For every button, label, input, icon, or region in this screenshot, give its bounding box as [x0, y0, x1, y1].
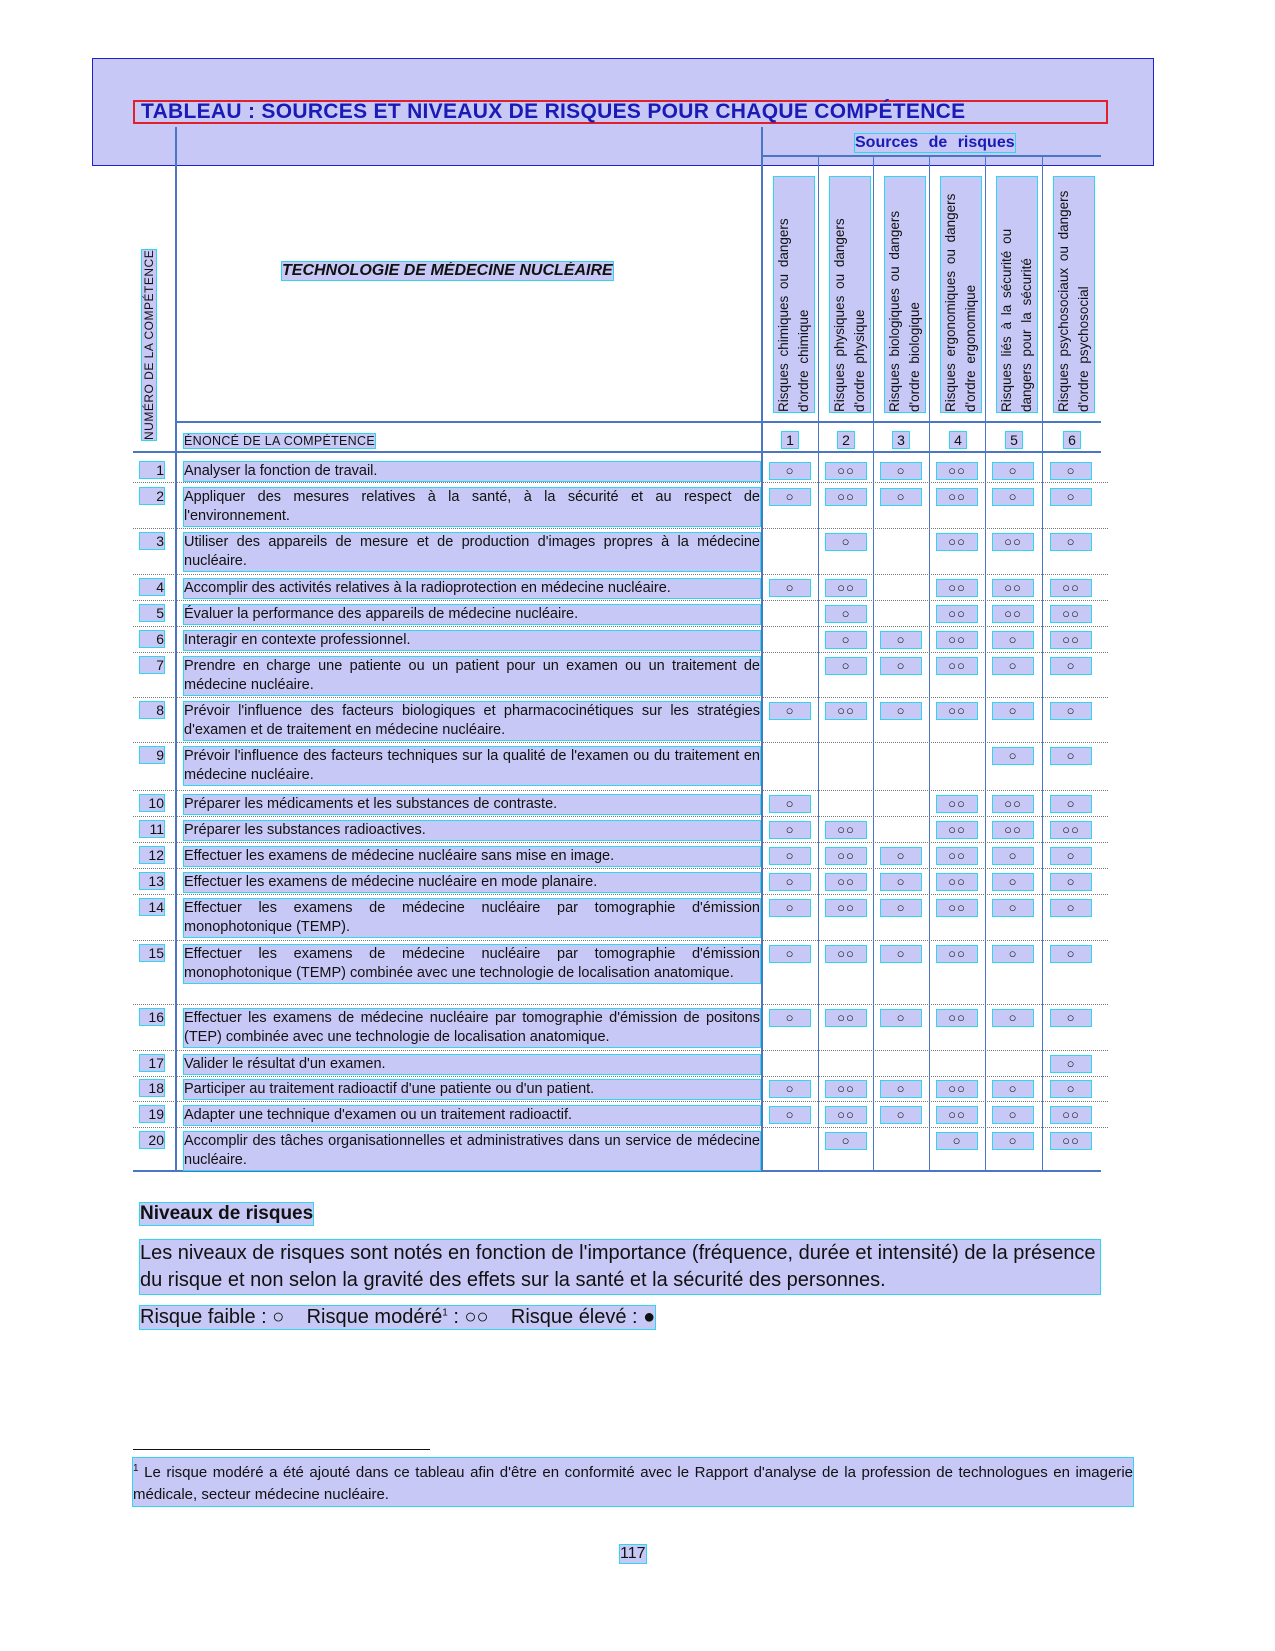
risk-level-cell: ○ — [881, 848, 921, 864]
risk-level-cell: ○○ — [826, 489, 866, 505]
risk-level-cell: ○○ — [937, 489, 977, 505]
risk-level-cell: ○○ — [1051, 580, 1091, 596]
risk-level-cell: ○ — [1051, 946, 1091, 962]
row-number: 12 — [140, 847, 164, 863]
risk-level-cell: ○ — [1051, 900, 1091, 916]
competency-statement: Appliquer des mesures relatives à la santé, à la sécurité et au respect de l'environnement. — [184, 489, 760, 524]
risk-level-cell: ○○ — [937, 658, 977, 674]
row-number: 4 — [140, 579, 164, 595]
risk-level-cell: ○○ — [937, 703, 977, 719]
risk-level-cell: ○ — [881, 900, 921, 916]
row-number: 19 — [140, 1106, 164, 1122]
column-header-chemical: Risques chimiques ou dangers d'ordre chimique — [774, 177, 814, 412]
risk-level-cell: ○○ — [1051, 1107, 1091, 1123]
row-number: 2 — [140, 488, 164, 504]
col-divider-1 — [818, 155, 819, 1170]
risk-level-cell: ○○ — [937, 900, 977, 916]
column-number-rule — [175, 421, 1101, 423]
risk-level-cell: ○ — [826, 632, 866, 648]
risk-level-cell: ○ — [881, 1010, 921, 1026]
risk-level-cell: ○○ — [826, 463, 866, 479]
risk-level-cell: ○○ — [826, 946, 866, 962]
risk-level-cell: ○ — [881, 489, 921, 505]
column-number: 3 — [893, 432, 909, 448]
risk-level-cell: ○○ — [937, 463, 977, 479]
risk-level-cell: ○ — [993, 946, 1033, 962]
sources-header-rule — [761, 155, 1101, 157]
risk-level-cell: ○ — [881, 874, 921, 890]
row-number: 15 — [140, 945, 164, 961]
column-header-psychosocial: Risques psychosociaux ou dangers d'ordre psychosocial — [1054, 177, 1094, 412]
competency-statement: Analyser la fonction de travail. — [184, 462, 760, 481]
risk-level-cell: ○ — [937, 1133, 977, 1149]
statement-label: ÉNONCÉ DE LA COMPÉTENCE — [184, 434, 375, 448]
competency-statement: Adapter une technique d'examen ou un traitement radioactif. — [184, 1106, 760, 1125]
row-number: 8 — [140, 702, 164, 718]
risk-level-cell: ○ — [993, 1081, 1033, 1097]
risk-level-cell: ○ — [993, 874, 1033, 890]
row-number: 13 — [140, 873, 164, 889]
row-separator — [133, 842, 1108, 843]
row-number: 5 — [140, 605, 164, 621]
column-header-physical: Risques physiques ou dangers d'ordre physique — [830, 177, 870, 412]
row-separator — [133, 1004, 1108, 1005]
risk-level-cell: ○ — [826, 534, 866, 550]
risk-level-cell: ○ — [770, 580, 810, 596]
risk-level-cell: ○ — [770, 848, 810, 864]
risk-level-cell: ○ — [993, 463, 1033, 479]
risk-level-cell: ○○ — [937, 874, 977, 890]
risk-level-cell: ○○ — [937, 534, 977, 550]
row-separator — [133, 482, 1108, 483]
risk-level-cell: ○ — [770, 489, 810, 505]
risk-level-cell: ○○ — [993, 606, 1033, 622]
row-number: 18 — [140, 1080, 164, 1096]
row-separator — [133, 1076, 1108, 1077]
row-separator — [133, 652, 1108, 653]
risk-level-cell: ○ — [993, 748, 1033, 764]
risk-level-cell: ○ — [881, 946, 921, 962]
col-divider-2 — [873, 155, 874, 1170]
col-divider-3 — [929, 155, 930, 1170]
risk-level-cell: ○ — [770, 1010, 810, 1026]
risk-level-cell: ○ — [1051, 874, 1091, 890]
competency-statement: Valider le résultat d'un examen. — [184, 1055, 760, 1074]
risk-level-cell: ○○ — [826, 822, 866, 838]
risk-level-cell: ○○ — [937, 1081, 977, 1097]
row-separator — [133, 600, 1108, 601]
risk-level-cell: ○○ — [826, 580, 866, 596]
column-header-safety: Risques liés à la sécurité ou dangers pour la sécurité — [997, 177, 1037, 412]
risk-level-cell: ○ — [770, 1081, 810, 1097]
risk-level-cell: ○○ — [826, 874, 866, 890]
risk-levels-text: Les niveaux de risques sont notés en fonction de l'importance (fréquence, durée et intensité) de la présence du risque et non selon la gravité des effets sur la santé et la sécurité des personnes. — [140, 1240, 1100, 1294]
competency-statement: Utiliser des appareils de mesure et de production d'images propres à la médecine nucléaire. — [184, 534, 760, 569]
risk-level-cell: ○ — [1051, 848, 1091, 864]
risk-level-cell: ○○ — [937, 796, 977, 812]
footnote-ref: 1 — [442, 1307, 448, 1319]
risk-level-cell: ○ — [1051, 1010, 1091, 1026]
risk-level-cell: ○ — [770, 463, 810, 479]
column-number: 5 — [1006, 432, 1022, 448]
header-bottom-rule — [133, 451, 1101, 453]
row-separator — [133, 1050, 1108, 1051]
page-number: 117 — [620, 1545, 646, 1562]
row-separator — [133, 816, 1108, 817]
risk-level-cell: ○ — [881, 1107, 921, 1123]
row-number: 9 — [140, 747, 164, 763]
table-statement-border — [761, 127, 763, 1171]
col-divider-5 — [1042, 155, 1043, 1170]
risk-level-cell: ○ — [770, 874, 810, 890]
competency-statement: Effectuer les examens de médecine nucléaire en mode planaire. — [184, 873, 760, 892]
risk-level-cell: ○○ — [993, 534, 1033, 550]
row-separator — [133, 528, 1108, 529]
column-number: 1 — [782, 432, 798, 448]
row-number: 7 — [140, 657, 164, 673]
risk-level-cell: ○○ — [826, 1081, 866, 1097]
risk-level-cell: ○ — [1051, 703, 1091, 719]
risk-level-cell: ○○ — [1051, 1133, 1091, 1149]
risk-level-cell: ○○ — [1051, 606, 1091, 622]
program-title: TECHNOLOGIE DE MÉDECINE NUCLÉAIRE — [282, 262, 613, 279]
row-separator — [133, 626, 1108, 627]
document-title: TABLEAU : SOURCES ET NIVEAUX DE RISQUES POUR CHAQUE COMPÉTENCE — [133, 100, 1108, 124]
sources-label: Sources de risques — [855, 134, 1015, 151]
competency-statement: Effectuer les examens de médecine nucléaire sans mise en image. — [184, 847, 760, 866]
risk-level-cell: ○ — [993, 900, 1033, 916]
risk-level-cell: ○○ — [937, 632, 977, 648]
table-left-border — [175, 127, 177, 1171]
risk-level-cell: ○ — [826, 1133, 866, 1149]
competency-statement: Accomplir des tâches organisationnelles et administratives dans un service de médecine nucléaire. — [184, 1133, 760, 1168]
risk-level-cell: ○○ — [937, 1010, 977, 1026]
risk-level-cell: ○○ — [993, 796, 1033, 812]
row-separator — [133, 940, 1108, 941]
risk-level-cell: ○○ — [1051, 822, 1091, 838]
competency-statement: Participer au traitement radioactif d'une patiente ou d'un patient. — [184, 1080, 760, 1099]
risk-level-cell: ○○ — [826, 703, 866, 719]
risk-level-cell: ○ — [1051, 796, 1091, 812]
risk-level-cell: ○ — [826, 606, 866, 622]
row-separator — [133, 790, 1108, 791]
row-separator — [133, 742, 1108, 743]
row-number: 10 — [140, 795, 164, 811]
risk-level-cell: ○ — [770, 822, 810, 838]
risk-level-cell: ○ — [1051, 489, 1091, 505]
competency-statement: Prévoir l'influence des facteurs techniques sur la qualité de l'examen ou du traitement en médecine nucléaire. — [184, 748, 760, 783]
table-bottom-rule — [133, 1170, 1101, 1172]
risk-level-cell: ○ — [993, 1133, 1033, 1149]
footnote-text: Le risque modéré a été ajouté dans ce tableau afin d'être en conformité avec le Rapport d'analyse de la profession de technologues en imagerie médicale, secteur médecine nucléaire. — [133, 1464, 1133, 1503]
row-separator — [133, 1101, 1108, 1102]
risk-level-cell: ○ — [770, 1107, 810, 1123]
risk-level-cell: ○ — [993, 658, 1033, 674]
risk-level-cell: ○ — [881, 463, 921, 479]
risk-level-cell: ○○ — [937, 606, 977, 622]
risk-level-cell: ○○ — [1051, 632, 1091, 648]
risk-level-cell: ○ — [770, 703, 810, 719]
row-number: 6 — [140, 631, 164, 647]
footnote-number: 1 — [133, 1463, 139, 1474]
column-header-ergonomic: Risques ergonomiques ou dangers d'ordre ergonomique — [941, 177, 981, 412]
legend-low: Risque faible : ○ — [140, 1306, 285, 1328]
risk-level-cell: ○ — [1051, 658, 1091, 674]
risk-level-cell: ○ — [993, 632, 1033, 648]
risk-levels-title: Niveaux de risques — [140, 1203, 314, 1224]
legend-moderate-symbol: : ○○ — [447, 1306, 489, 1328]
risk-level-cell: ○ — [993, 703, 1033, 719]
competency-statement: Prévoir l'influence des facteurs biologiques et pharmacocinétiques sur les stratégies d'examen et de traitement en médecine nucléaire. — [184, 703, 760, 738]
risk-level-cell: ○ — [993, 1107, 1033, 1123]
competency-statement: Effectuer les examens de médecine nucléaire par tomographie d'émission de positons (TEP) combinée avec une technologie de localisation anatomique. — [184, 1010, 760, 1045]
risk-level-cell: ○ — [770, 796, 810, 812]
row-number: 11 — [140, 821, 164, 837]
risk-level-cell: ○○ — [826, 1107, 866, 1123]
risk-level-cell: ○ — [1051, 534, 1091, 550]
risk-legend — [140, 1306, 655, 1329]
footnote — [133, 1458, 1133, 1506]
number-column-label: NUMÉRO DE LA COMPÉTENCE — [142, 249, 156, 440]
row-separator — [133, 894, 1108, 895]
risk-level-cell: ○○ — [937, 946, 977, 962]
risk-level-cell: ○ — [1051, 463, 1091, 479]
risk-level-cell: ○ — [1051, 1081, 1091, 1097]
competency-statement: Interagir en contexte professionnel. — [184, 631, 760, 650]
column-number: 2 — [838, 432, 854, 448]
risk-level-cell: ○ — [770, 900, 810, 916]
risk-level-cell: ○ — [881, 632, 921, 648]
row-separator — [133, 1127, 1108, 1128]
risk-level-cell: ○○ — [937, 1107, 977, 1123]
row-number: 3 — [140, 533, 164, 549]
competency-statement: Effectuer les examens de médecine nucléaire par tomographie d'émission monophotonique (TEMP) combinée avec une technologie de localisation anatomique. — [184, 946, 760, 981]
row-separator — [133, 868, 1108, 869]
competency-statement: Évaluer la performance des appareils de médecine nucléaire. — [184, 605, 760, 624]
risk-level-cell: ○ — [770, 946, 810, 962]
risk-level-cell: ○ — [993, 1010, 1033, 1026]
risk-level-cell: ○ — [993, 489, 1033, 505]
col-divider-4 — [985, 155, 986, 1170]
row-number: 17 — [140, 1055, 164, 1071]
risk-level-cell: ○○ — [826, 848, 866, 864]
risk-level-cell: ○○ — [937, 580, 977, 596]
row-number: 14 — [140, 899, 164, 915]
column-number: 6 — [1064, 432, 1080, 448]
competency-statement: Préparer les substances radioactives. — [184, 821, 760, 840]
column-number: 4 — [950, 432, 966, 448]
risk-level-cell: ○○ — [937, 848, 977, 864]
competency-statement: Accomplir des activités relatives à la radioprotection en médecine nucléaire. — [184, 579, 760, 598]
risk-level-cell: ○○ — [826, 900, 866, 916]
risk-level-cell: ○ — [881, 1081, 921, 1097]
competency-statement: Préparer les médicaments et les substances de contraste. — [184, 795, 760, 814]
row-number: 20 — [140, 1132, 164, 1148]
competency-statement: Effectuer les examens de médecine nucléaire par tomographie d'émission monophotonique (TEMP). — [184, 900, 760, 935]
risk-level-cell: ○ — [993, 848, 1033, 864]
risk-level-cell: ○○ — [993, 822, 1033, 838]
risk-level-cell: ○○ — [826, 1010, 866, 1026]
risk-level-cell: ○ — [826, 658, 866, 674]
competency-statement: Prendre en charge une patiente ou un patient pour un examen ou un traitement de médecine nucléaire. — [184, 658, 760, 693]
column-header-biological: Risques biologiques ou dangers d'ordre biologique — [885, 177, 925, 412]
row-separator — [133, 574, 1108, 575]
risk-level-cell: ○ — [1051, 1056, 1091, 1072]
row-number: 16 — [140, 1009, 164, 1025]
risk-level-cell: ○ — [881, 658, 921, 674]
risk-level-cell: ○ — [881, 703, 921, 719]
footnote-rule — [133, 1449, 430, 1450]
risk-level-cell: ○○ — [937, 822, 977, 838]
legend-moderate: Risque modéré — [306, 1306, 443, 1328]
row-number: 1 — [140, 462, 164, 478]
row-separator — [133, 697, 1108, 698]
risk-level-cell: ○○ — [993, 580, 1033, 596]
risk-level-cell: ○ — [1051, 748, 1091, 764]
legend-high: Risque élevé : ● — [510, 1306, 656, 1328]
